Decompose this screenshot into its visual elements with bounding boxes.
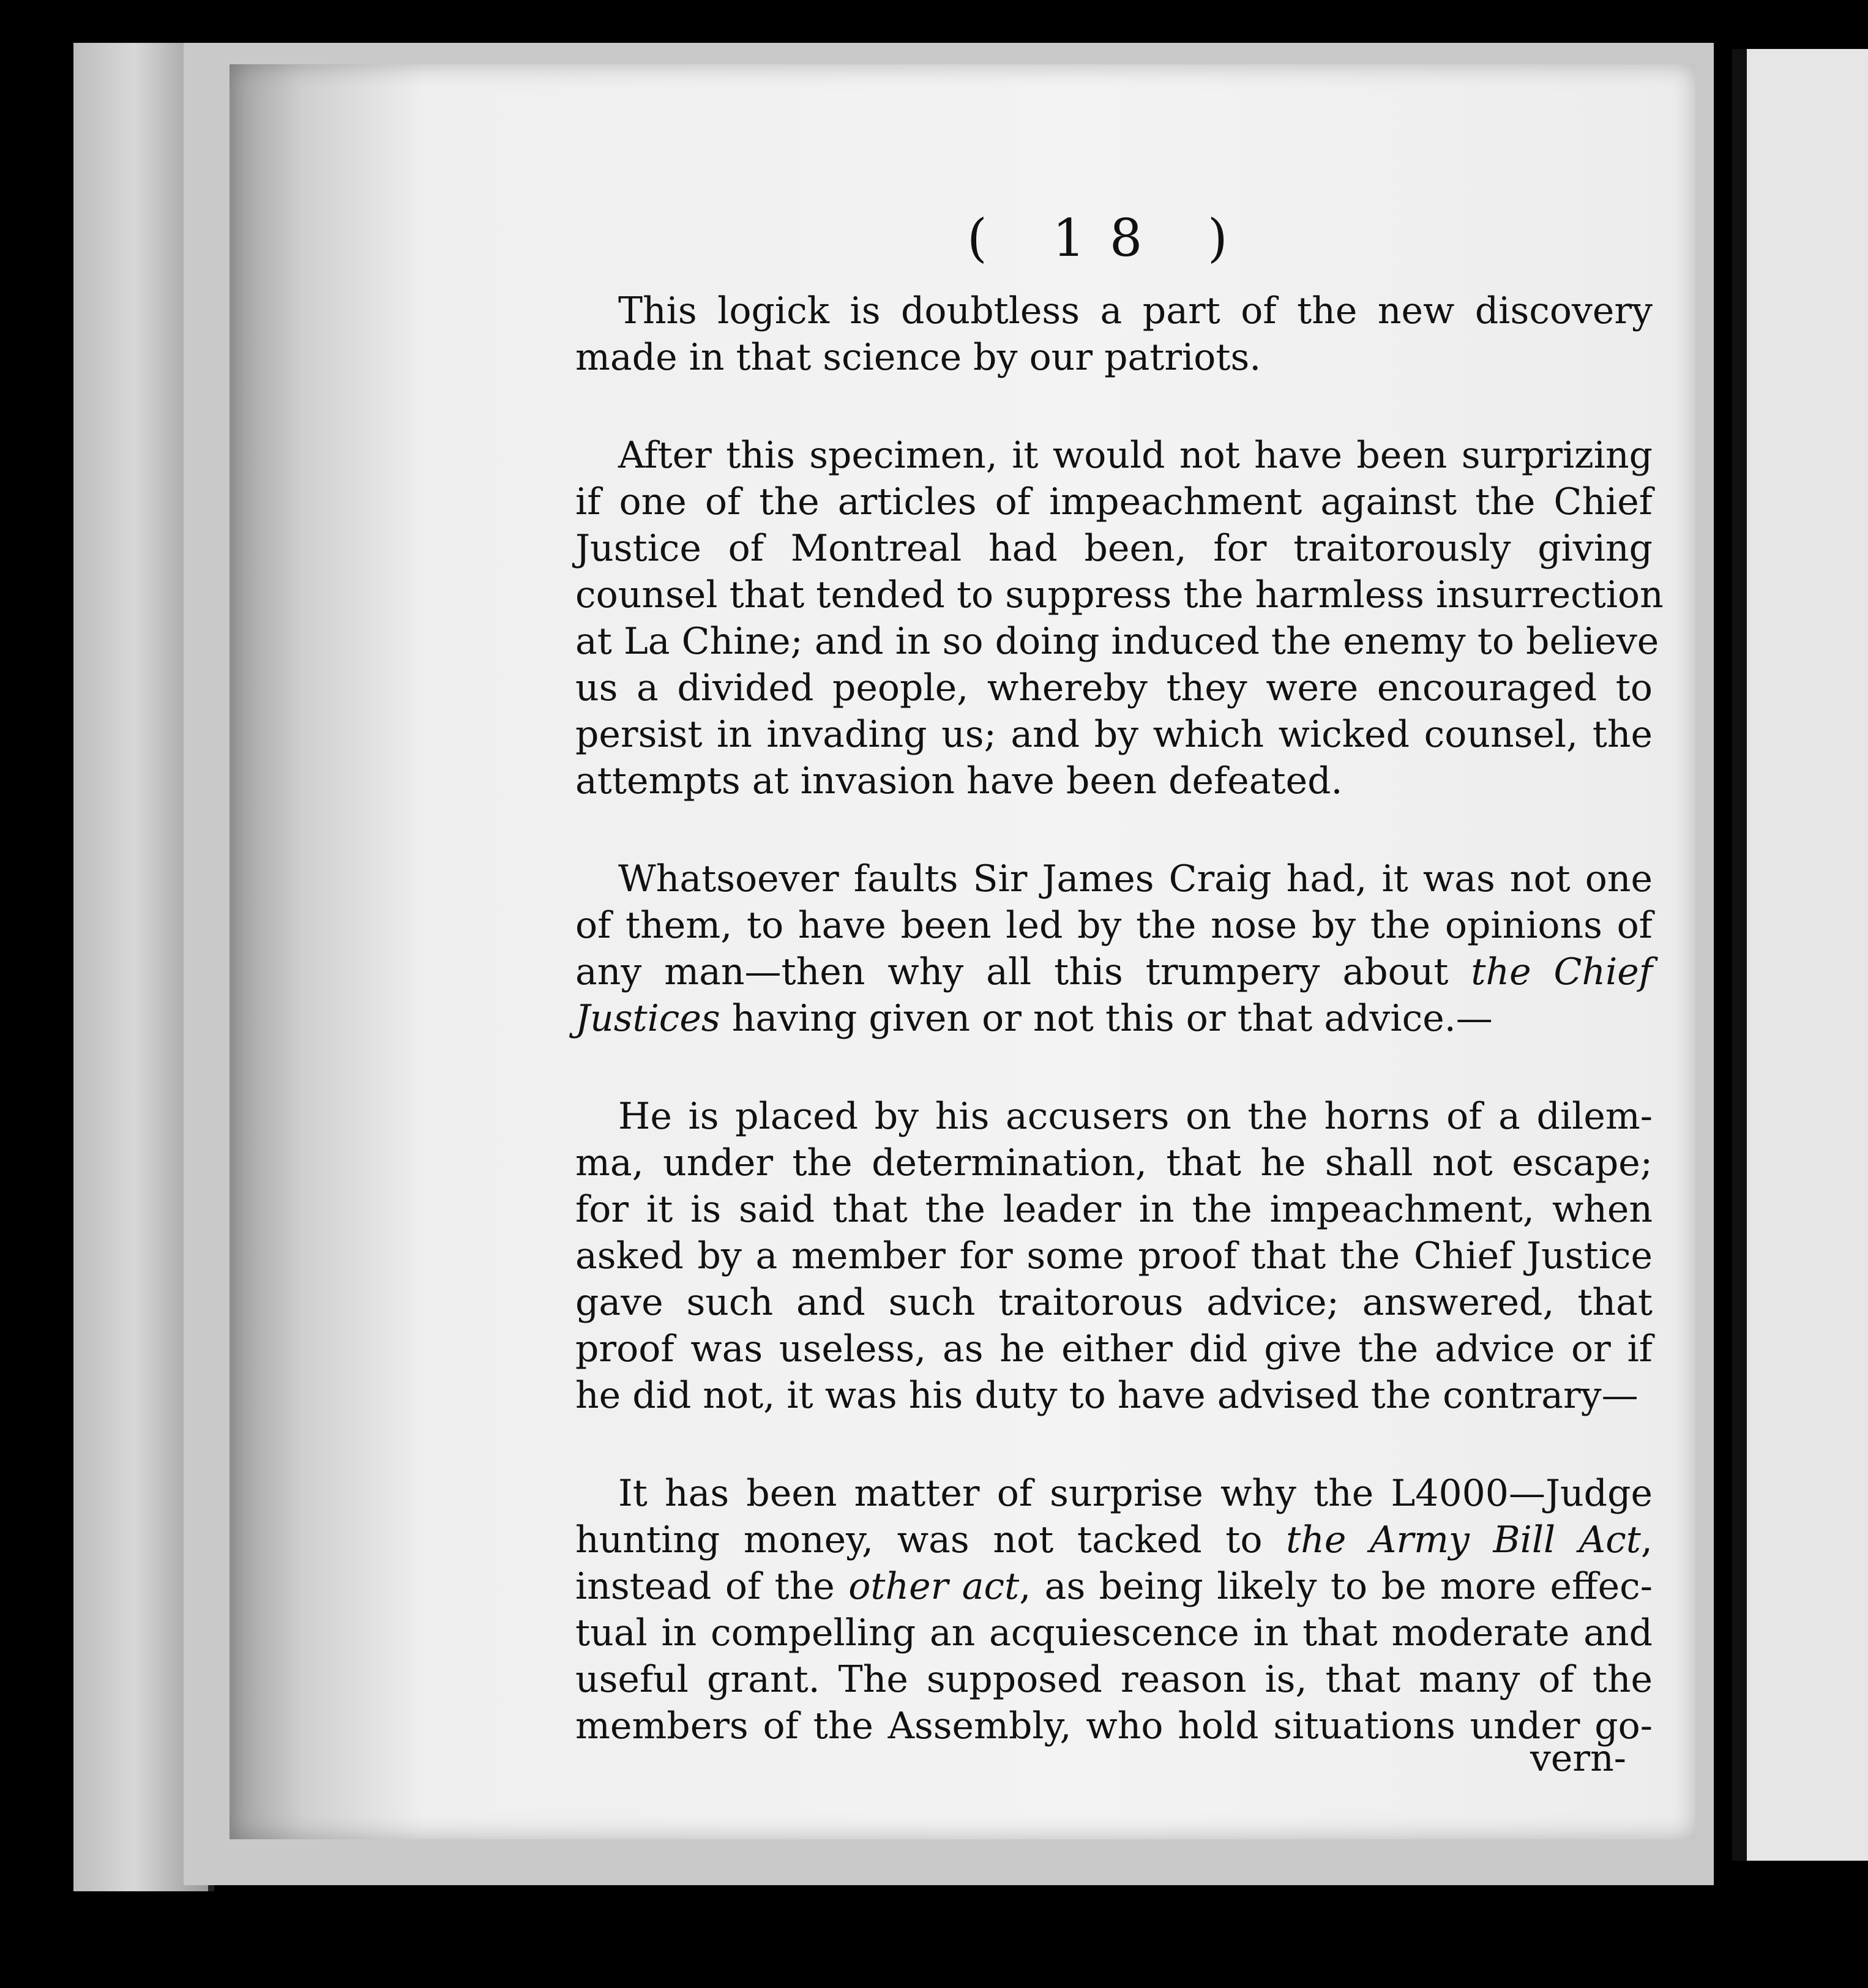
- page-number: ( 18 ): [967, 208, 1252, 268]
- text-line: He is placed by his accusers on the horns of a dilem-: [618, 1095, 1653, 1138]
- text-line: members of the Assembly, who hold situations under go-: [575, 1705, 1653, 1747]
- text-line: if one of the articles of impeachment against the Chief: [575, 480, 1653, 523]
- text-line: made in that science by our patriots.: [575, 336, 1261, 379]
- text-line: useful grant. The supposed reason is, that many of the: [575, 1658, 1653, 1701]
- text-line: Justices having given or not this or that advice.—: [575, 997, 1493, 1040]
- italic-phrase: the Army Bill Act: [1286, 1519, 1641, 1561]
- text-line: ma, under the determination, that he shall not escape;: [575, 1142, 1653, 1184]
- text-line: proof was useless, as he either did give the advice or if: [575, 1328, 1653, 1370]
- paragraph-2: [575, 432, 1664, 804]
- text-line: for it is said that the leader in the impeachment, when: [575, 1188, 1653, 1231]
- body-text: [575, 288, 1664, 1801]
- text-line: This logick is doubtless a part of the new discovery: [618, 290, 1653, 332]
- text-line: at La Chine; and in so doing induced the enemy to believe: [575, 620, 1659, 663]
- paragraph-5: [575, 1470, 1653, 1749]
- paragraph-1: [575, 288, 1653, 381]
- paragraph-3: [575, 856, 1653, 1042]
- text-line: tual in compelling an acquiescence in that moderate and: [575, 1612, 1653, 1654]
- italic-phrase: the Chief: [1471, 951, 1653, 993]
- text-line: instead of the other act, as being likely to be more effec-: [575, 1565, 1653, 1608]
- catchword: vern-: [1530, 1737, 1627, 1780]
- text-line: It has been matter of surprise why the L4000—Judge: [618, 1472, 1653, 1515]
- text-line: counsel that tended to suppress the harmless insurrection: [575, 574, 1664, 616]
- text-line: he did not, it was his duty to have advised the contrary—: [575, 1374, 1638, 1417]
- text-line: hunting money, was not tacked to the Army Bill Act,: [575, 1519, 1653, 1561]
- text-line: Whatsoever faults Sir James Craig had, it was not one: [618, 858, 1653, 900]
- text-line: persist in invading us; and by which wicked counsel, the: [575, 713, 1653, 756]
- text-line: gave such and such traitorous advice; answered, that: [575, 1281, 1653, 1324]
- text-line: After this specimen, it would not have been surprizing: [618, 434, 1653, 477]
- text-line: any man—then why all this trumpery about the Chief: [575, 951, 1653, 993]
- italic-phrase: other act: [848, 1565, 1020, 1608]
- text-line: us a divided people, whereby they were encouraged to: [575, 667, 1653, 709]
- text-line: of them, to have been led by the nose by the opinions of: [575, 904, 1653, 947]
- right-page-edge: [1732, 49, 1868, 1861]
- text-line: asked by a member for some proof that the Chief Justice: [575, 1235, 1653, 1277]
- text-line: Justice of Montreal had been, for traitorously giving: [575, 527, 1653, 570]
- text-line: attempts at invasion have been defeated.: [575, 760, 1343, 802]
- paragraph-4: [575, 1093, 1653, 1419]
- italic-phrase: Justices: [575, 997, 720, 1040]
